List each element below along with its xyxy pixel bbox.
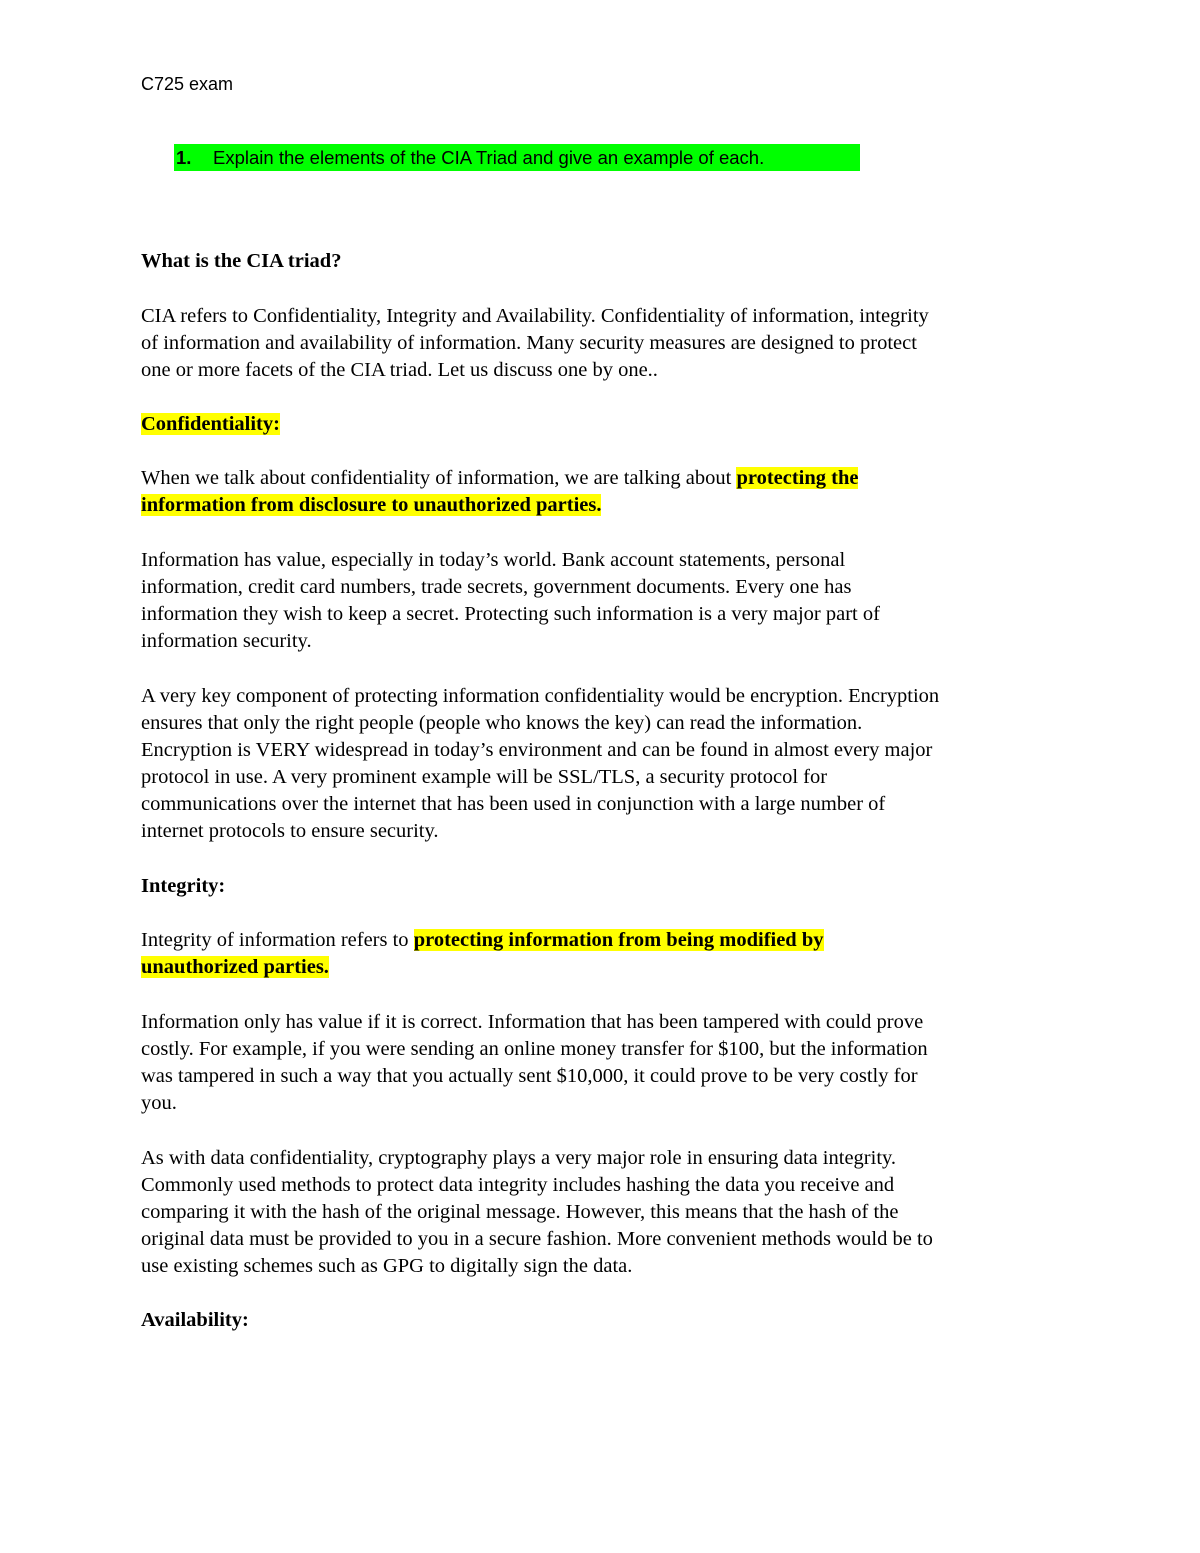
paragraph-line: internet protocols to ensure security.	[141, 820, 439, 842]
paragraph-line: costly. For example, if you were sending an online money transfer for $100, but the information	[141, 1038, 928, 1060]
paragraph-line: Encryption is VERY widespread in today’s environment and can be found in almost every major	[141, 739, 933, 761]
paragraph-line: you.	[141, 1092, 177, 1114]
paragraph-line	[141, 927, 1071, 954]
highlighted-definition: protecting the	[736, 467, 859, 489]
paragraph-line: information security.	[141, 630, 312, 652]
paragraph-line: comparing it with the hash of the original message. However, this means that the hash of the	[141, 1201, 899, 1223]
paragraph-line: was tampered in such a way that you actually sent $10,000, it could prove to be very costly for	[141, 1065, 918, 1087]
question-1	[174, 144, 860, 171]
definition-lead-text: Integrity of information refers to	[141, 929, 414, 951]
question-number: 1.	[176, 147, 192, 168]
heading-integrity: Integrity:	[141, 875, 226, 897]
paragraph-line: Information has value, especially in today’s world. Bank account statements, personal	[141, 549, 846, 571]
paragraph-line: information, credit card numbers, trade secrets, government documents. Every one has	[141, 576, 852, 598]
confidentiality-heading-text: Confidentiality:	[141, 413, 280, 435]
paragraph-line: Commonly used methods to protect data integrity includes hashing the data you receive and	[141, 1174, 895, 1196]
paragraph-line: communications over the internet that has been used in conjunction with a large number of	[141, 793, 886, 815]
paragraph-line: A very key component of protecting information confidentiality would be encryption. Encryption	[141, 685, 940, 707]
paragraph-line: Information only has value if it is correct. Information that has been tampered with could prove	[141, 1011, 924, 1033]
highlighted-definition: protecting information from being modified by	[413, 929, 824, 951]
paragraph-line: use existing schemes such as GPG to digitally sign the data.	[141, 1255, 633, 1277]
confidentiality-value-paragraph	[141, 547, 1071, 655]
integrity-value-paragraph	[141, 1009, 1071, 1117]
paragraph-line: of information and availability of information. Many security measures are designed to protect	[141, 332, 917, 354]
paragraph-line	[141, 465, 1071, 492]
paragraph-line: information they wish to keep a secret. Protecting such information is a very major part of	[141, 603, 880, 625]
paragraph-line: As with data confidentiality, cryptography plays a very major role in ensuring data integrity.	[141, 1147, 897, 1169]
highlighted-definition: information from disclosure to unauthorized parties.	[141, 494, 602, 516]
definition-lead-text: When we talk about confidentiality of information, we are talking about	[141, 467, 737, 489]
paragraph-line: protocol in use. A very prominent example will be SSL/TLS, a security protocol for	[141, 766, 828, 788]
heading-confidentiality	[141, 411, 1071, 438]
question-text: Explain the elements of the CIA Triad and give an example of each.	[213, 147, 765, 168]
paragraph-line	[141, 492, 1071, 519]
heading-availability: Availability:	[141, 1309, 249, 1331]
cia-intro-paragraph	[141, 303, 1071, 384]
paragraph-line: ensures that only the right people (people who knows the key) can read the information.	[141, 712, 863, 734]
paragraph-line: one or more facets of the CIA triad. Let us discuss one by one..	[141, 359, 658, 381]
confidentiality-encryption-paragraph	[141, 683, 1071, 845]
paragraph-line	[141, 954, 1071, 981]
paragraph-line: original data must be provided to you in a secure fashion. More convenient methods would be to	[141, 1228, 933, 1250]
integrity-cryptography-paragraph	[141, 1145, 1071, 1280]
paragraph-line: CIA refers to Confidentiality, Integrity and Availability. Confidentiality of information, integrity	[141, 305, 929, 327]
document-header: C725 exam	[141, 74, 234, 94]
heading-what-is-cia: What is the CIA triad?	[141, 250, 342, 272]
confidentiality-definition-paragraph	[141, 465, 1071, 519]
integrity-definition-paragraph	[141, 927, 1071, 981]
highlighted-definition: unauthorized parties.	[141, 956, 329, 978]
